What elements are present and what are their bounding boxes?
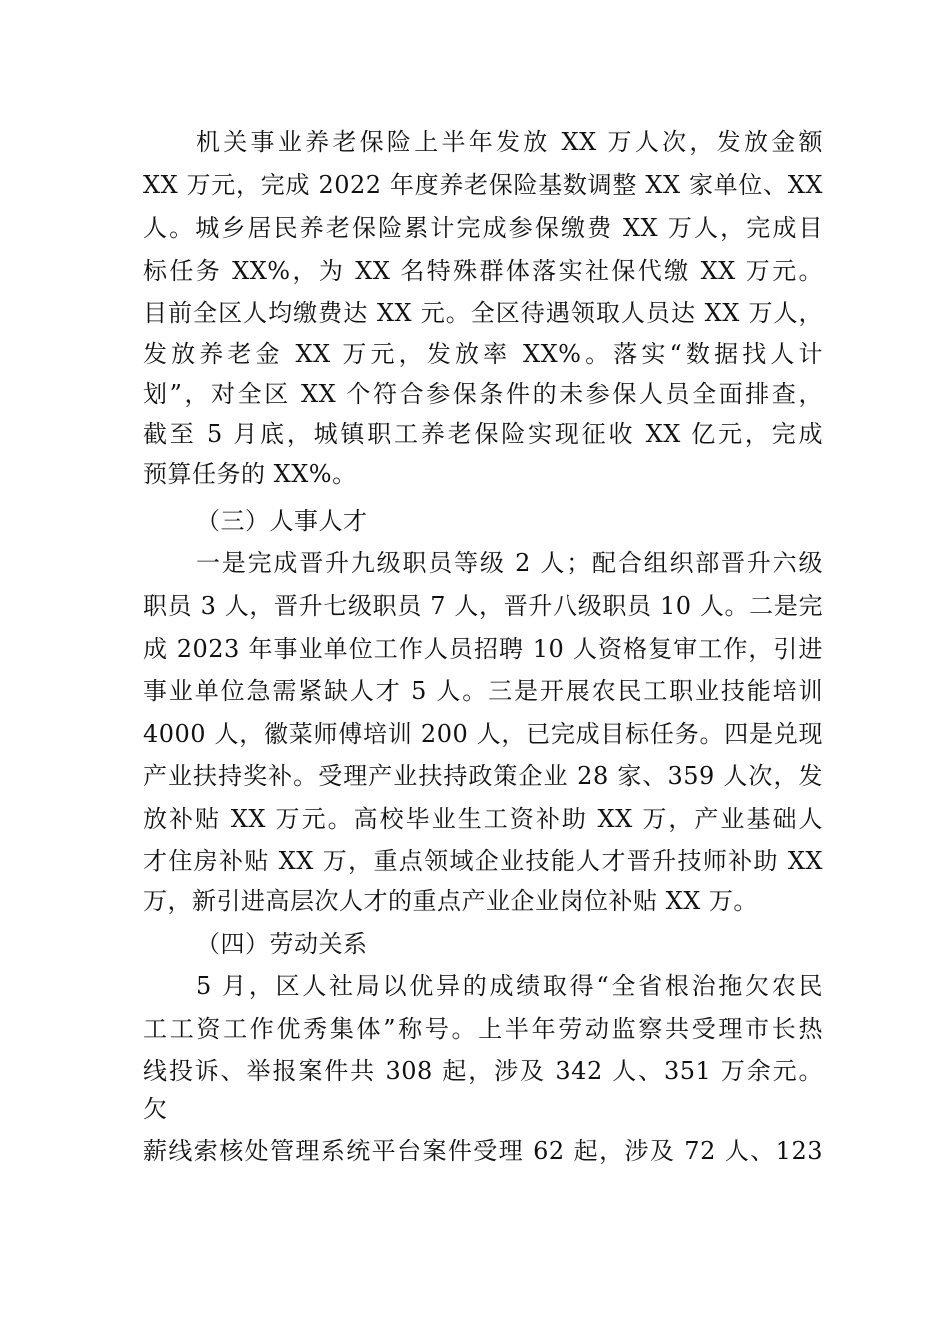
paragraph-1-line-6: 发放养老金 XX 万元，发放率 XX%。落实“数据找人计 (143, 340, 823, 368)
paragraph-3-line-3: 线投诉、举报案件共 308 起，涉及 342 人、351 万余元。 (143, 1057, 823, 1085)
paragraph-2-line-6: 产业扶持奖补。受理产业扶持政策企业 28 家、359 人次，发 (143, 762, 823, 790)
paragraph-1-line-2: XX 万元，完成 2022 年度养老保险基数调整 XX 家单位、XX (143, 171, 823, 199)
paragraph-2-line-9: 万，新引进高层次人才的重点产业企业岗位补贴 XX 万。 (143, 887, 758, 915)
paragraph-3-line-2: 工工资工作优秀集体”称号。上半年劳动监察共受理市长热 (143, 1015, 823, 1043)
paragraph-2-line-8: 才住房补贴 XX 万，重点领域企业技能人才晋升技师补助 XX (143, 847, 823, 875)
paragraph-1-line-4: 标任务 XX%，为 XX 名特殊群体落实社保代缴 XX 万元。 (143, 257, 823, 285)
paragraph-2-line-5: 4000 人，徽菜师傅培训 200 人，已完成目标任务。四是兑现 (143, 720, 823, 748)
paragraph-2-line-1: 一是完成晋升九级职员等级 2 人；配合组织部晋升六级 (196, 549, 823, 577)
paragraph-1-line-8: 截至 5 月底，城镇职工养老保险实现征收 XX 亿元，完成 (143, 420, 823, 448)
paragraph-3-line-4: 欠 (143, 1095, 168, 1123)
paragraph-1-line-1: 机关事业养老保险上半年发放 XX 万人次，发放金额 (196, 128, 823, 156)
paragraph-1-line-3: 人。城乡居民养老保险累计完成参保缴费 XX 万人，完成目 (143, 214, 823, 242)
paragraph-1-line-7: 划”，对全区 XX 个符合参保条件的未参保人员全面排查， (143, 380, 823, 408)
paragraph-2-line-3: 成 2023 年事业单位工作人员招聘 10 人资格复审工作，引进 (143, 635, 823, 663)
paragraph-1-line-9: 预算任务的 XX%。 (143, 460, 357, 488)
paragraph-3-line-5: 薪线索核处管理系统平台案件受理 62 起，涉及 72 人、123 (143, 1137, 823, 1165)
paragraph-2-line-2: 职员 3 人，晋升七级职员 7 人，晋升八级职员 10 人。二是完 (143, 592, 823, 620)
section-heading-labor-relations: （四）劳动关系 (196, 930, 368, 958)
paragraph-1-line-5: 目前全区人均缴费达 XX 元。全区待遇领取人员达 XX 万人， (143, 299, 823, 327)
paragraph-2-line-7: 放补贴 XX 万元。高校毕业生工资补助 XX 万，产业基础人 (143, 805, 823, 833)
paragraph-2-line-4: 事业单位急需紧缺人才 5 人。三是开展农民工职业技能培训 (143, 677, 823, 705)
paragraph-3-line-1: 5 月，区人社局以优异的成绩取得“全省根治拖欠农民 (196, 972, 823, 1000)
section-heading-personnel: （三）人事人才 (196, 507, 368, 535)
